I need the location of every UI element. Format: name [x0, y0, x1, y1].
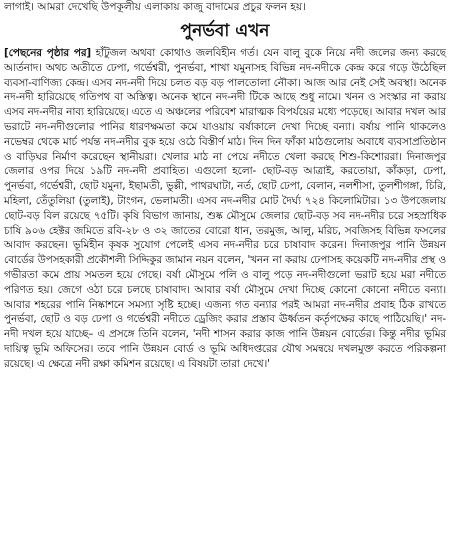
continuation-marker: [পেছনের পৃষ্ঠার পর] [4, 47, 92, 59]
previous-article-fragment: লাগাই। আমরা দেখেছি উপকূলীয় এলাকায় কাজু বাদামের প্রচুর ফলন হয়। [4, 1, 306, 13]
article-text: হাঁটুজল অথবা কোথাও জলবিহীন গর্ত। যেন বালু বুকে নিয়ে নদী জলের জন্য করছে আর্তনাদ। অথচ অতীতে ঢেপা, গর্ভেশ্বরী, পুনর্ভবা, শাখা যমুনাসহ বিভিন্ন নদ-নদীকে কেন্দ্র করে গড়ে উঠেছিল ব্যবসা-বাণিজ্য কেন্দ্র। এসব নদ-নদী দিয়ে চলত বড় বড় পালতোলা নৌকা। আজ আর নেই সেই অবস্থা। অনেক নদ-নদী হারিয়েছে গতিপথ বা অস্তিত্ব। অনেক স্থানে নদ-নদী টিকে আছে শুধু নামে। খনন ও সংস্কার না করায় এসব নদ-নদীর নাব্য হারিয়েছে। এতে এ অঞ্চলের পরিবেশ মারাত্মক বিপর্যয়ের মধ্যে পড়েছে। আবার দখল আর ভরাটে নদ-নদীগুলোর পানির ধারণক্ষমতা কমে যাওয়ায় বর্ষাকালে দেখা দিচ্ছে বন্যা। বর্ষায় পানি থাকলেও নভেম্বর থেকে মার্চ পর্যন্ত নদ-নদীর বুক হয়ে ওঠে বিস্তীর্ণ মাঠ। দিন দিন ফাঁকা মাঠগুলোয় অবাধে ব্যবসাপ্রতিষ্ঠান ও বাড়িঘর নির্মাণ করেছেন স্থানীয়রা। খেলার মাঠ না পেয়ে নদীতে খেলা করছে শিশু-কিশোররা। দিনাজপুর জেলার ওপর দিয়ে ১৯টি নদ-নদী প্রবাহিত। এগুলো হলো- ছোট-বড় আত্রাই, করতোয়া, কাঁকড়া, ঢেপা, পুনর্ভবা, গর্ভেশ্বরী, ছোট যমুনা, ইছামতী, ভুল্লী, পাথরঘাটা, নর্ত, ছোট ঢেপা, বেলান, নলশীসা, তুলশীগঙ্গা, চিরি, মহিলা, তেঁতুলিয়া (তুলাই), টাংগন, ভেলামতী। এসব নদ-নদীর মোট দৈর্ঘ্য ৭২৪ কিলোমিটার। ১৩ উপজেলায় ছোট-বড় বিল রয়েছে ৭৫টি। কৃষি বিভাগ জানায়, শুষ্ক মৌসুমে জেলার ছোট-বড় সব নদ-নদীর চরে সহস্রাধিক চাষি ৯০৬ হেক্টর জমিতে রবি-২৮ ও ৩২ জাতের বোরো ধান, তরমুজ, আলু, মরিচ, সবজিসহ বিভিন্ন ফসলের আবাদ করছেন। ভূমিহীন কৃষক সুযোগ পেলেই এসব নদ-নদীর চরে চাষাবাদ করেন। দিনাজপুর পানি উন্নয়ন বোর্ডের উপসহকারী প্রকৌশলী সিদ্দিকুর জামান নয়ন বলেন, 'খনন না করায় ঢেপাসহ কয়েকটি নদ-নদীর প্রস্থ ও গভীরতা কমে প্রায় সমতল হয়ে গেছে। বর্ষা মৌসুমে পলি ও বালু পড়ে নদ-নদীগুলো ভরাট হয়ে মরা নদীতে পরিণত হয়। জেগে ওঠা চরে চলছে চাষাবাদ। আবার বর্ষা মৌসুমে দেখা দিচ্ছে কোনো কোনো নদীতে বন্যা। আবার শহরের পানি নিষ্কাশনে সমস্যা সৃষ্টি হচ্ছে। এজন্য গত বন্যার পরই আমরা নদ-নদীর প্রবাহ ঠিক রাখতে পুনর্ভবা, ছোট ও বড় ঢেপা ও গর্ভেশ্বরী নদীতে ড্রেজিং করার প্রস্তাব ঊর্ধ্বতন কর্তৃপক্ষের কাছে পাঠিয়েছি।' নদ-নদী দখল হয়ে যাচ্ছে– এ প্রসঙ্গে তিনি বলেন, 'নদী শাসন করার কাজ পানি উন্নয়ন বোর্ডের। কিন্তু নদীর ভূমির দায়িত্ব ভূমি অফিসের। তবে পানি উন্নয়ন বোর্ড ও ভূমি অধিদপ্তরের যৌথ সমন্বয়ে দখলমুক্ত করতে পরিকল্পনা রয়েছে। এ ক্ষেত্রে নদী রক্ষা কমিশন রয়েছে। এ বিষয়টা তারা দেখে।' [4, 47, 446, 370]
article-headline: পুনর্ভবা এখন [180, 21, 270, 41]
article-body [0, 46, 450, 372]
